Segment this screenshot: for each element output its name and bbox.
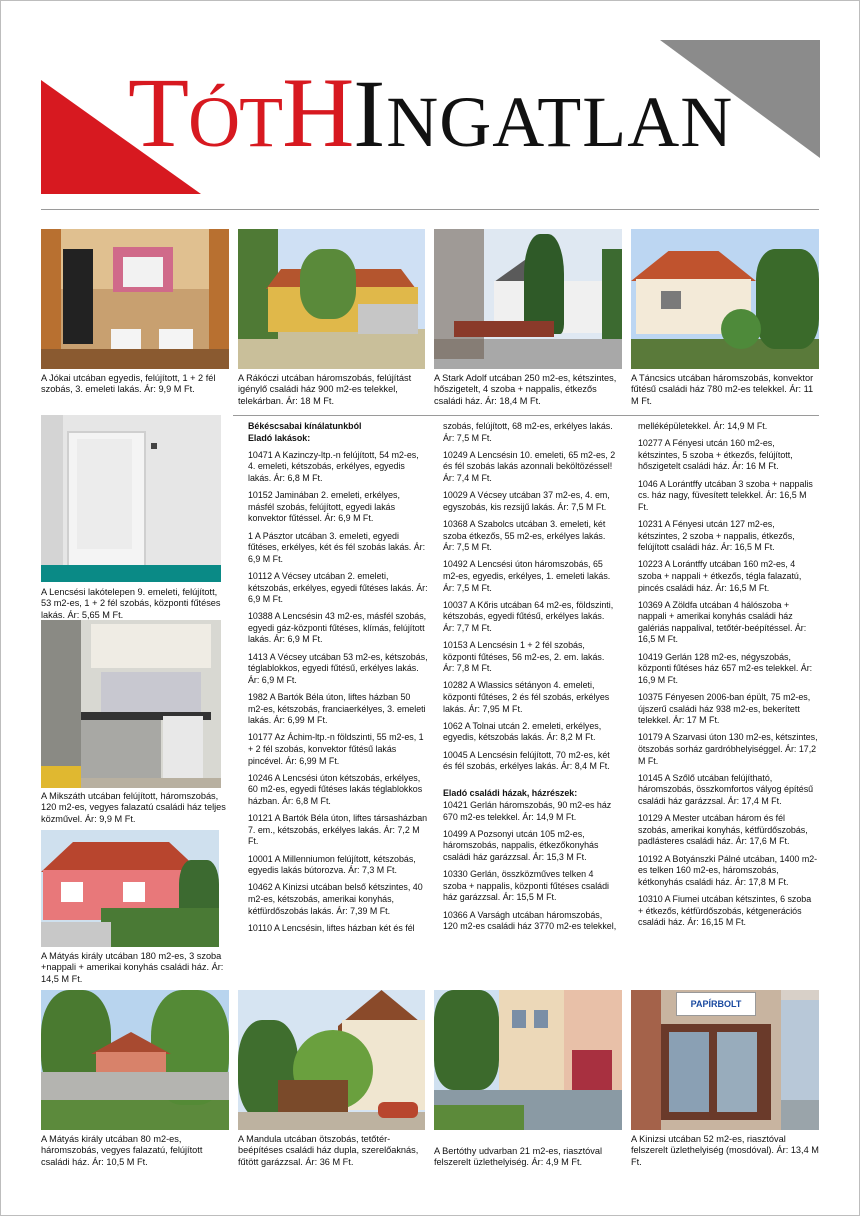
listing-item: 10310 A Fiumei utcában kétszintes, 6 szoba + étkezős, kétfürdőszobás, kétgenerációs családi ház. Ár: 16,15 M Ft. (638, 893, 812, 928)
photo-jokai-kitchen (41, 229, 229, 369)
listing-item: 10366 A Varságh utcában háromszobás, 120 m2-es családi ház 3770 m2-es telekkel, (443, 909, 617, 932)
listing-item: 10375 Fényesen 2006-ban épült, 75 m2-es, újszerű családi ház 938 m2-es, bekerített telekkel. Ár: 17 M Ft. (638, 692, 811, 726)
listings-column-3 (638, 421, 818, 934)
caption-top-3: A Stark Adolf utcában 250 m2-es, kétszintes, hőszigetelt, 4 szoba + nappalis, étkezős családi ház. Ár: 18,4 M Ft. (434, 373, 617, 406)
listing-item: 10492 A Lencsési úton háromszobás, 65 m2-es, egyedis, erkélyes, 1. emeleti lakás. Ár: 7,5 M Ft. (443, 559, 611, 593)
listing-item: 10462 A Kinizsi utcában belső kétszintes, 40 m2-es, kétszobás, amerikai konyhás, kétfürdőszobás lakás. Ár: 7,39 M Ft. (248, 882, 423, 916)
listing-item: 10112 A Vécsey utcában 2. emeleti, kétszobás, erkélyes, egyedi fűtéses lakás. Ár: 6,9 M Ft. (248, 570, 428, 605)
listing-item: 10037 A Kőris utcában 64 m2-es, földszinti, kétszobás, egyedi fűtésű, erkélyes lakás. Ár: 7,7 M Ft. (443, 599, 614, 633)
listing-item: 1982 A Bartók Béla úton, liftes házban 50 m2-es, kétszobás, franciaerkélyes, 3. emeleti lakás. Ár: 6,99 M Ft. (248, 692, 426, 726)
caption-bottom-2: A Mandula utcában ötszobás, tetőtér-beépítéses családi ház dupla, szerelőaknás, fűtött garázzsal. Ár: 36 M Ft. (238, 1134, 419, 1167)
listing-item: 10045 A Lencsésin felújított, 70 m2-es, két és fél szobás, erkélyes lakás. Ár: 8,4 M Ft. (443, 749, 610, 772)
listing-item: 10330 Gerlán, összközműves telken 4 szoba + nappalis, központi fűtéses családi ház garázzsal. Ár: 15,5 M Ft. (443, 869, 610, 903)
listing-item: 10029 A Vécsey utcában 37 m2-es, 4. em, egyszobás, kis rezsijű lakás. Ár: 7,5 M Ft. (443, 490, 610, 512)
brand-name-part1: TÓTH (128, 57, 354, 168)
listing-item: 10499 A Pozsonyi utcán 105 m2-es, háromszobás, nappalis, étkezőkonyhás családi ház garázzsal. Ár: 15,3 M Ft. (443, 828, 599, 862)
caption-top-2: A Rákóczi utcában háromszobás, felújítást igénylő családi ház 900 m2-es telekkel, telekárban. Ár: 18 M Ft. (238, 373, 412, 406)
listing-item: 10282 A Wlassics sétányon 4. emeleti, központi fűtéses, 2 és fél szobás, erkélyes lakás. Ár: 7,95 M Ft. (443, 680, 610, 714)
listing-item: 10192 A Botyánszki Pálné utcában, 1400 m2-es telken 160 m2-es, háromszobás, kétkonyhás családi ház. Ár: 17,8 M Ft. (638, 853, 818, 887)
photo-matyas-kiraly-house (41, 830, 219, 947)
listing-item: 10369 A Zöldfa utcában 4 hálószoba + nappali + amerikai konyhás családi ház galériás nappalival, tetőtér-beépítéssel. Ár: 16,5 M Ft. (638, 599, 807, 645)
listing-item: 10153 A Lencsésin 1 + 2 fél szobás, központi fűtéses, 56 m2-es, 2. em. lakás. Ár: 7,8 M Ft. (443, 640, 605, 674)
listing-item: 10152 Jaminában 2. emeleti, erkélyes, másfél szobás, felújított, egyedi lakás konvektor fűtéssel. Ár: 6,9 M Ft. (248, 490, 400, 524)
listing-item: 1062 A Tolnai utcán 2. emeleti, erkélyes, egyedis, kétszobás lakás. Ár: 8,2 M Ft. (443, 720, 602, 743)
brand-name-part2: INGATLAN (353, 60, 734, 167)
listing-item: szobás, felújított, 68 m2-es, erkélyes lakás. Ár: 7,5 M Ft. (443, 421, 613, 443)
listing-item: 10388 A Lencsésin 43 m2-es, másfél szobás, egyedi gáz-központi fűtéses, klímás, felújított lakás. Ár: 6,9 M Ft. (248, 611, 427, 645)
listings-top-rule (233, 415, 819, 416)
listing-item: 10121 A Bartók Béla úton, liftes társasházban 7. em., kétszobás, erkélyes lakás. Ár: 7,2 M Ft. (248, 813, 428, 847)
listing-item: 10471 A Kazinczy-ltp.-n felújított, 54 m2-es, 4. emeleti, kétszobás, erkélyes, egyedis lakás. Ár: 6,8 M Ft. (248, 449, 419, 483)
photo-mikszath-kitchen (41, 620, 221, 788)
photo-matyas-kiraly-80-house (41, 990, 229, 1130)
apartments-title: Eladó lakások: (248, 432, 311, 443)
listing-item: 10145 A Szőlő utcában felújítható, háromszobás, összkomfortos vályog építésű családi ház garázzsal. Ár: 17,4 M Ft. (638, 772, 814, 806)
listing-item: 1 A Pásztor utcában 3. emeleti, egyedi fűtéses, erkélyes, két és fél szobás lakás. Ár: 6,9 M Ft. (248, 530, 426, 564)
listing-item: 10179 A Szarvasi úton 130 m2-es, kétszintes, ötszobás sorház gardróbhelyiséggel. Ár: 17,2 M Ft. (638, 732, 818, 766)
caption-bottom-3: A Bertóthy udvarban 21 m2-es, riasztóval felszerelt üzlethelyiség. Ár: 4,9 M Ft. (434, 1146, 603, 1168)
caption-side-2: A Mikszáth utcában felújított, háromszobás, 120 m2-es, vegyes falazatú családi ház teljes közművel. Ár: 9,9 M Ft. (41, 791, 226, 824)
listing-item: 10246 A Lencsési úton kétszobás, erkélyes, 60 m2-es, egyedi fűtéses lakás téglablokkos házban. Ár: 6,8 M Ft. (248, 772, 423, 806)
listings-column-1 (248, 421, 428, 940)
listing-item: 10277 A Fényesi utcán 160 m2-es, kétszintes, 5 szoba + étkezős, felújított, hőszigetelt családi ház. Ár: 16 M Ft. (638, 438, 793, 472)
listings-heading: Békéscsabai kínálatunkból (248, 421, 362, 431)
photo-tancsics-house (631, 229, 819, 369)
caption-bottom-4: A Kinizsi utcában 52 m2-es, riasztóval felszerelt üzlethelyiség (mosdóval). Ár: 13,4 M Ft. (631, 1134, 819, 1167)
photo-kinizsi-shop (631, 990, 819, 1130)
houses-title: Eladó családi házak, házrészek: (443, 788, 578, 799)
header-divider (41, 209, 819, 210)
listing-item: 10129 A Mester utcában három és fél szobás, amerikai konyhás, kétfürdőszobás, padlásteres családi ház. Ár: 17,6 M Ft. (638, 813, 808, 847)
photo-lencsesi-hallway (41, 415, 221, 582)
listing-item: 10223 A Lorántffy utcában 160 m2-es, 4 szoba + nappali + étkezős, tégla falazatú, pincés családi ház. Ár: 16,5 M Ft. (638, 559, 802, 593)
listing-item: 10110 A Lencsésin, liftes házban két és fél (248, 922, 415, 933)
listing-item: 10177 Az Áchim-ltp.-n földszinti, 55 m2-es, 1 + 2 fél szobás, konvektor fűtésű lakás pincével. Ár: 6,99 M Ft. (248, 732, 424, 766)
photo-mandula-house (238, 990, 425, 1130)
listing-item: 1413 A Vécsey utcában 53 m2-es, kétszobás, téglablokkos, egyedi fűtésű, erkélyes lakás. Ár: 6,9 M Ft. (248, 651, 428, 685)
listing-item: 10249 A Lencsésin 10. emeleti, 65 m2-es, 2 és fél szobás lakás azonnali beköltözéssel! Ár: 7,4 M Ft. (443, 449, 616, 483)
listing-item: 10231 A Fényesi utcán 127 m2-es, kétszintes, 2 szoba + nappalis, étkezős, felújított családi ház. Ár: 16,5 M Ft. (638, 518, 795, 553)
caption-side-3: A Mátyás király utcában 180 m2-es, 3 szoba +nappali + amerikai konyhás családi ház. Ár: 14,5 M Ft. (41, 951, 224, 984)
photo-stark-adolf-house (434, 229, 622, 369)
listing-item: 1046 A Lorántffy utcában 3 szoba + nappalis cs. ház nagy, füvesített telekkel. Ár: 16,5 M Ft. (638, 478, 813, 512)
photo-rakoczi-house (238, 229, 425, 369)
brand-logo (128, 58, 748, 168)
caption-top-4: A Táncsics utcában háromszobás, konvektor fűtésű családi ház 780 m2-es telekkel. Ár: 11 M Ft. (631, 373, 814, 406)
listings-column-2 (443, 421, 618, 938)
listing-item: 10419 Gerlán 128 m2-es, négyszobás, központi fűtéses ház 657 m2-es telekkel. Ár: 16,9 M Ft. (638, 651, 813, 685)
caption-side-1: A Lencsési lakótelepen 9. emeleti, felújított, 53 m2-es, 1 + 2 fél szobás, központi fűtéses lakás. Ár: 5,65 M Ft. (41, 587, 221, 620)
photo-berthothy-shop (434, 990, 622, 1130)
listing-item: 10421 Gerlán háromszobás, 90 m2-es ház 670 m2-es telekkel. Ár: 14,9 M Ft. (443, 799, 612, 822)
caption-bottom-1: A Mátyás király utcában 80 m2-es, háromszobás, vegyes falazatú, felújított családi ház. Ár: 10,5 M Ft. (41, 1134, 203, 1167)
shop-sign: PAPÍRBOLT (676, 992, 756, 1016)
listing-item: 10368 A Szabolcs utcában 3. emeleti, két szoba étkezős, 55 m2-es, erkélyes lakás. Ár: 7,5 M Ft. (443, 518, 606, 553)
caption-top-1: A Jókai utcában egyedis, felújított, 1 + 2 fél szobás, 3. emeleti lakás. Ár: 9,9 M Ft. (41, 373, 216, 395)
listing-item: 10001 A Millenniumon felújított, kétszobás, egyedis lakás bútorozva. Ár: 7,3 M Ft. (248, 853, 416, 876)
listing-item: melléképületekkel. Ár: 14,9 M Ft. (638, 421, 768, 431)
